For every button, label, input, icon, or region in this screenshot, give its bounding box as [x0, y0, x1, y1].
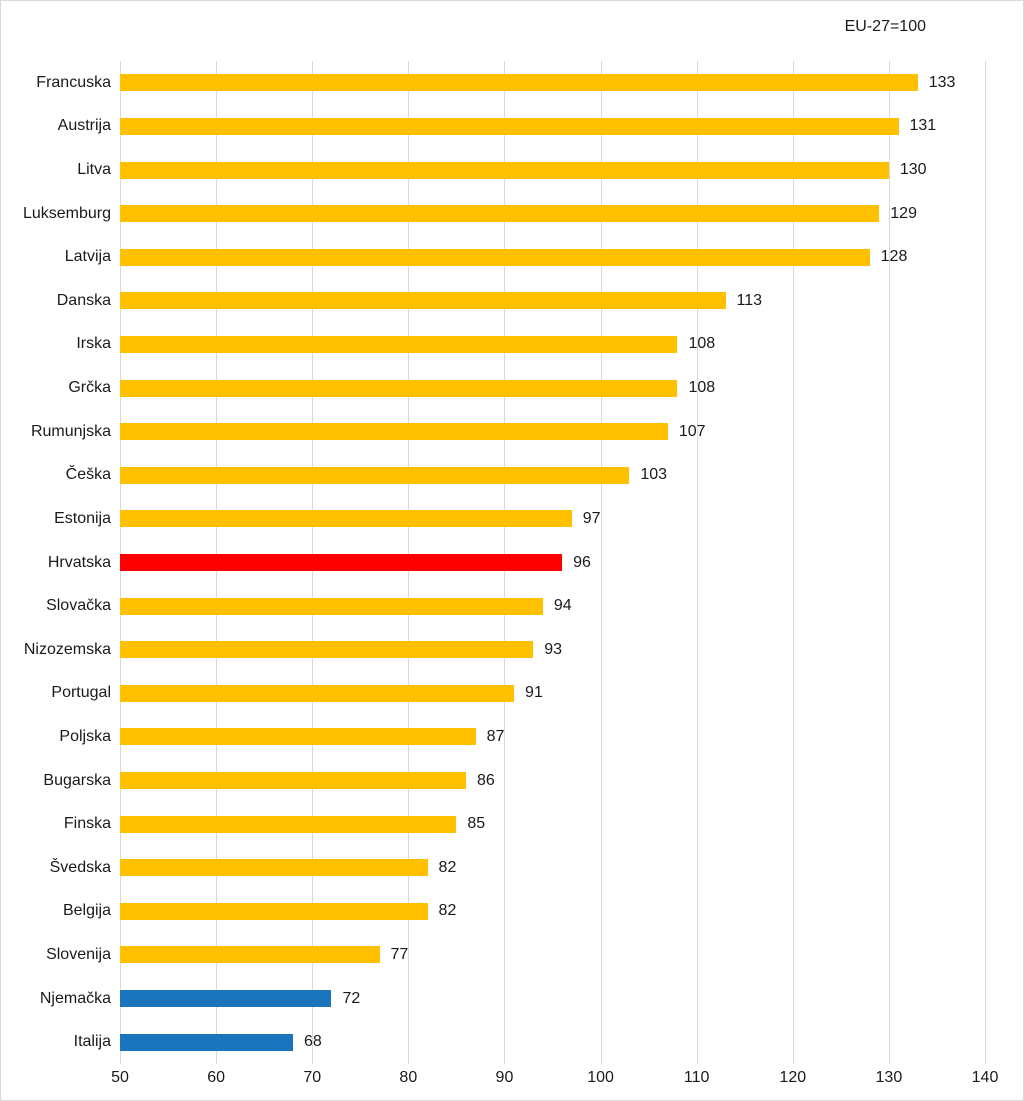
- bar-track: [120, 423, 706, 441]
- bar-row: [1, 715, 1024, 759]
- bar-row: [1, 279, 1024, 323]
- bar-row: [1, 148, 1024, 192]
- category-label: Grčka: [68, 379, 111, 397]
- value-label: 129: [890, 204, 917, 222]
- bar-track: [120, 554, 591, 572]
- value-label: 93: [544, 640, 563, 658]
- bar: [120, 510, 572, 527]
- bar: [120, 772, 466, 789]
- value-label: 77: [390, 945, 409, 963]
- bar: [120, 380, 677, 397]
- bar-row: [1, 890, 1024, 934]
- x-axis-tick-label: 70: [303, 1069, 322, 1086]
- value-label: 108: [688, 379, 716, 397]
- category-label: Hrvatska: [47, 553, 111, 571]
- x-axis-tick-label: 90: [495, 1069, 514, 1086]
- bar-row: [1, 323, 1024, 367]
- bar: [120, 292, 726, 309]
- bar: [120, 423, 668, 440]
- category-label: Bugarska: [43, 771, 111, 789]
- bar-track: [120, 902, 456, 920]
- bar-row: [1, 497, 1024, 541]
- category-label: Latvija: [64, 248, 111, 266]
- value-label: 108: [688, 335, 716, 353]
- bar-track: [120, 641, 562, 659]
- bar-row: [1, 366, 1024, 410]
- value-label: 133: [928, 73, 956, 91]
- bar: [120, 1034, 293, 1051]
- bar-track: [120, 1033, 322, 1051]
- bar: [120, 249, 870, 266]
- bar: [120, 859, 428, 876]
- category-label: Poljska: [59, 727, 111, 745]
- value-label: 87: [486, 727, 505, 745]
- category-label: Slovenija: [46, 945, 111, 963]
- category-label: Belgija: [62, 902, 111, 920]
- bar-track: [120, 597, 572, 615]
- x-axis-tick-label: 140: [971, 1069, 999, 1086]
- bar-row: [1, 759, 1024, 803]
- bar: [120, 641, 533, 658]
- x-axis-tick-label: 80: [399, 1069, 418, 1086]
- category-label: Švedska: [49, 858, 111, 876]
- bar-track: [120, 728, 504, 746]
- bar: [120, 946, 380, 963]
- category-label: Estonija: [54, 509, 111, 527]
- bar-track: [120, 990, 360, 1008]
- value-label: 113: [736, 291, 763, 309]
- category-label: Rumunjska: [30, 422, 111, 440]
- bar: [120, 162, 889, 179]
- x-axis-tick-label: 120: [779, 1069, 807, 1086]
- bar-row: [1, 541, 1024, 585]
- value-label: 131: [909, 117, 937, 135]
- value-label: 130: [899, 161, 927, 179]
- bar-track: [120, 379, 715, 397]
- bar-row: [1, 192, 1024, 236]
- bar-track: [120, 859, 456, 877]
- bar-track: [120, 510, 601, 528]
- bar-track: [120, 466, 667, 484]
- value-label: 72: [342, 989, 361, 1007]
- value-label: 103: [640, 466, 668, 484]
- value-label: 107: [678, 422, 706, 440]
- category-label: Luksemburg: [22, 204, 111, 222]
- bar-track: [120, 335, 715, 353]
- value-label: 86: [477, 771, 495, 789]
- value-label: 91: [525, 684, 543, 702]
- x-axis-tick-label: 130: [875, 1069, 903, 1086]
- category-label: Francuska: [36, 73, 111, 91]
- bar-row: [1, 1020, 1024, 1064]
- category-label: Danska: [56, 291, 111, 309]
- bar-row: [1, 933, 1024, 977]
- bar-row: [1, 628, 1024, 672]
- bar: [120, 118, 899, 135]
- value-label: 82: [438, 858, 457, 876]
- bar-track: [120, 74, 955, 92]
- bar: [120, 816, 456, 833]
- bar-row: [1, 235, 1024, 279]
- category-label: Njemačka: [39, 989, 111, 1007]
- bar-track: [120, 117, 936, 135]
- category-label: Irska: [76, 335, 111, 353]
- bar: [120, 205, 879, 222]
- bar-track: [120, 292, 762, 310]
- bar-row: [1, 410, 1024, 454]
- bar: [120, 598, 543, 615]
- x-axis: [1, 1069, 1024, 1091]
- bar: [120, 685, 514, 702]
- bar-row: [1, 453, 1024, 497]
- chart-title: EU-27=100: [844, 18, 926, 35]
- bar: [120, 467, 629, 484]
- category-label: Italija: [73, 1033, 111, 1051]
- category-label: Austrija: [57, 117, 111, 135]
- value-label: 97: [582, 509, 601, 527]
- x-axis-tick-label: 60: [207, 1069, 226, 1086]
- value-label: 68: [304, 1033, 322, 1051]
- bar-row: [1, 802, 1024, 846]
- bar: [120, 554, 562, 571]
- bar: [120, 903, 428, 920]
- bar-row: [1, 846, 1024, 890]
- category-label: Finska: [63, 815, 111, 833]
- bar-row: [1, 105, 1024, 149]
- bar-row: [1, 61, 1024, 105]
- bar-track: [120, 161, 927, 179]
- bar-track: [120, 772, 495, 790]
- value-label: 82: [438, 902, 457, 920]
- bar: [120, 336, 677, 353]
- bar: [120, 728, 476, 745]
- x-axis-tick-label: 50: [111, 1069, 129, 1086]
- category-label: Litva: [77, 161, 111, 179]
- bar-track: [120, 205, 917, 223]
- bar-track: [120, 248, 907, 266]
- bar-track: [120, 946, 408, 964]
- category-label: Nizozemska: [23, 640, 111, 658]
- bar: [120, 990, 331, 1007]
- x-axis-tick-label: 100: [587, 1069, 614, 1086]
- x-axis-tick-label: 110: [683, 1069, 710, 1086]
- value-label: 128: [880, 248, 908, 266]
- bars-layer: [1, 61, 1024, 1064]
- value-label: 85: [467, 815, 486, 833]
- value-label: 94: [553, 597, 572, 615]
- bar-track: [120, 815, 485, 833]
- bar: [120, 74, 918, 91]
- bar-track: [120, 684, 543, 702]
- bar-row: [1, 977, 1024, 1021]
- category-label: Češka: [65, 466, 111, 484]
- bar-row: [1, 584, 1024, 628]
- bar-row: [1, 672, 1024, 716]
- category-label: Slovačka: [46, 597, 111, 615]
- value-label: 96: [573, 553, 591, 571]
- category-label: Portugal: [51, 684, 111, 702]
